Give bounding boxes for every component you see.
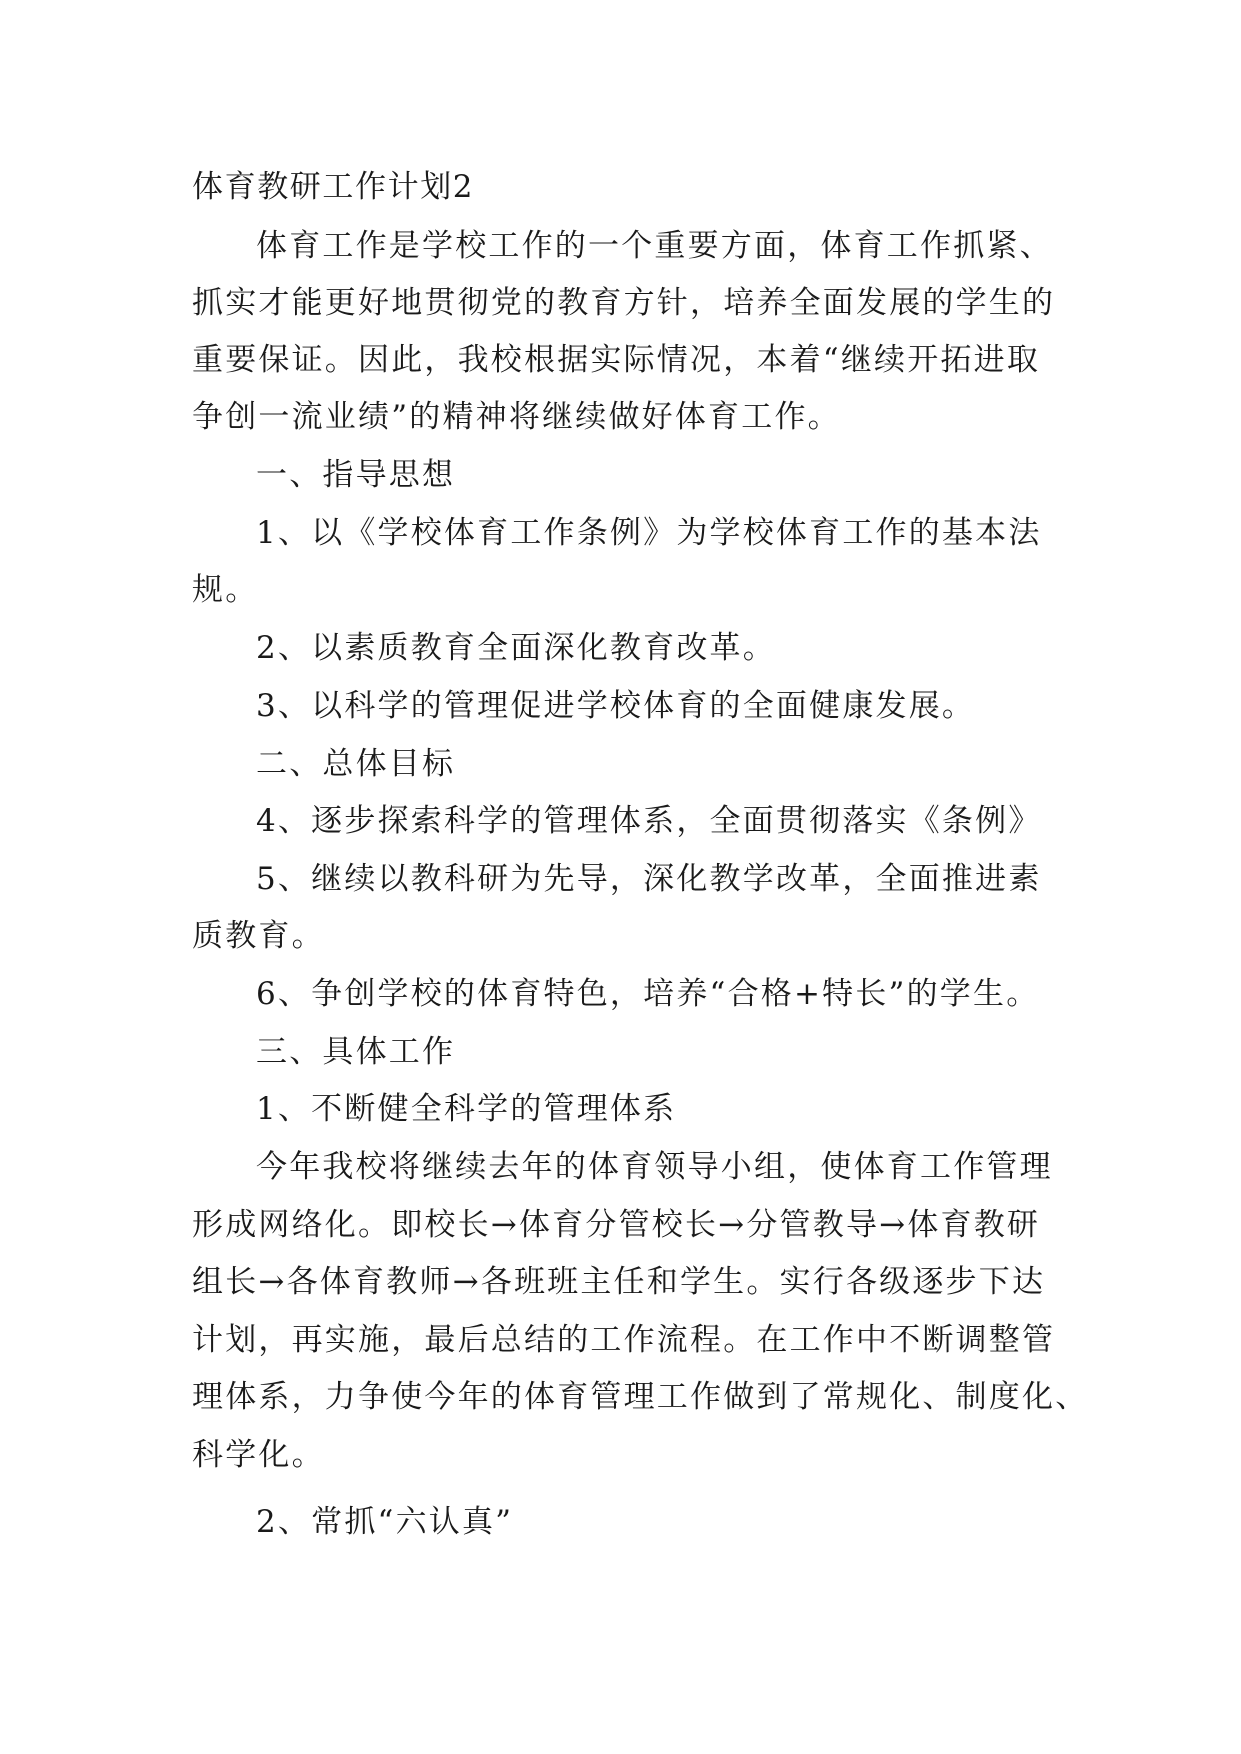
paragraph-line: 计划，再实施，最后总结的工作流程。在工作中不断调整管 bbox=[192, 1322, 1056, 1358]
paragraph-line: 4、逐步探索科学的管理体系，全面贯彻落实《条例》 bbox=[256, 803, 1042, 839]
document-title: 体育教研工作计划2 bbox=[192, 169, 475, 205]
paragraph-line: 科学化。 bbox=[192, 1437, 325, 1473]
section-heading: 二、总体目标 bbox=[256, 746, 456, 782]
paragraph-line: 质教育。 bbox=[192, 918, 325, 954]
paragraph-line: 2、以素质教育全面深化教育改革。 bbox=[256, 630, 776, 666]
paragraph-line: 6、争创学校的体育特色，培养“合格+特长”的学生。 bbox=[256, 976, 1040, 1012]
paragraph-line: 形成网络化。即校长→体育分管校长→分管教导→体育教研 bbox=[192, 1207, 1041, 1243]
paragraph-line: 理体系，力争使今年的体育管理工作做到了常规化、制度化、 bbox=[192, 1379, 1089, 1415]
paragraph-line: 1、不断健全科学的管理体系 bbox=[256, 1091, 677, 1127]
paragraph-line: 今年我校将继续去年的体育领导小组，使体育工作管理 bbox=[256, 1149, 1053, 1185]
paragraph-line: 争创一流业绩”的精神将继续做好体育工作。 bbox=[192, 399, 841, 435]
section-heading: 一、指导思想 bbox=[256, 457, 456, 493]
paragraph-line: 体育工作是学校工作的一个重要方面，体育工作抓紧、 bbox=[256, 228, 1053, 264]
paragraph-line: 2、常抓“六认真” bbox=[256, 1504, 514, 1540]
paragraph-line: 重要保证。因此，我校根据实际情况，本着“继续开拓进取 bbox=[192, 342, 1041, 378]
section-heading: 三、具体工作 bbox=[256, 1034, 456, 1070]
paragraph-line: 规。 bbox=[192, 572, 259, 608]
paragraph-line: 5、继续以教科研为先导，深化教学改革，全面推进素 bbox=[256, 861, 1042, 897]
paragraph-line: 抓实才能更好地贯彻党的教育方针，培养全面发展的学生的 bbox=[192, 285, 1056, 321]
paragraph-line: 3、以科学的管理促进学校体育的全面健康发展。 bbox=[256, 688, 976, 724]
paragraph-line: 1、以《学校体育工作条例》为学校体育工作的基本法 bbox=[256, 515, 1042, 551]
paragraph-line: 组长→各体育教师→各班班主任和学生。实行各级逐步下达 bbox=[192, 1264, 1046, 1300]
